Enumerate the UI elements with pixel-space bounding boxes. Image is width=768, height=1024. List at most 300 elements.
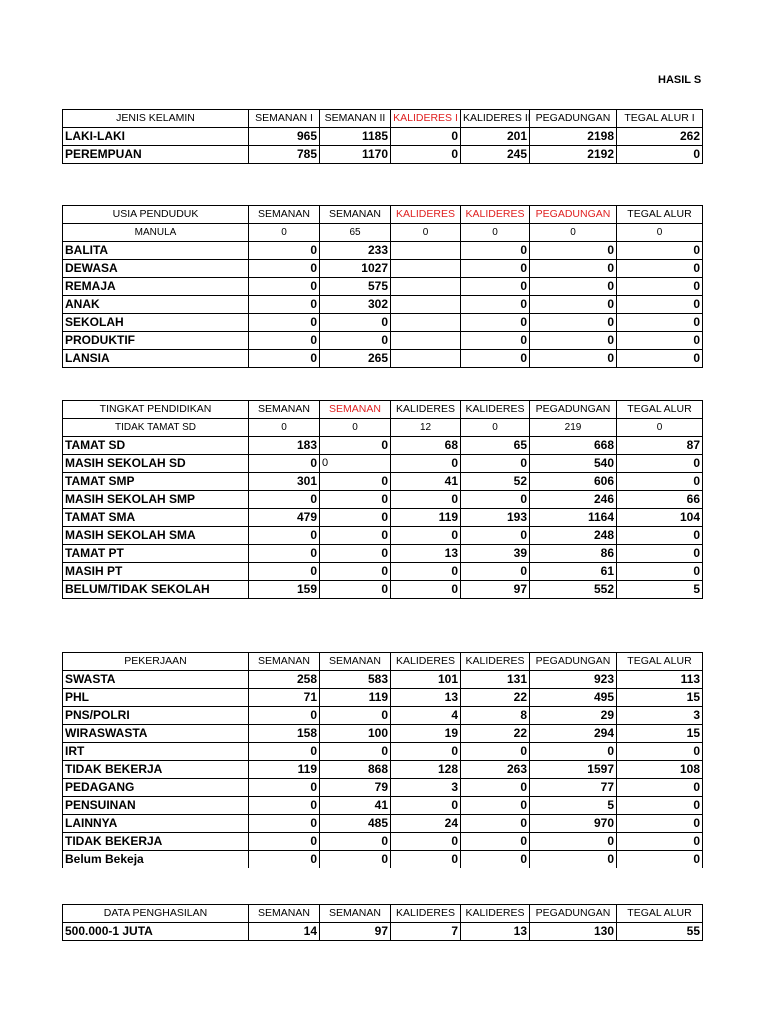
table-cell (391, 350, 461, 368)
table-cell: 552 (530, 581, 617, 599)
row-label: PENSUINAN (63, 797, 249, 815)
table-cell: 0 (320, 545, 391, 563)
table-cell: 0 (461, 743, 530, 761)
table-cell: 0 (617, 815, 703, 833)
table-cell: 0 (391, 455, 461, 473)
header-row (63, 905, 703, 923)
column-header: SEMANAN (249, 401, 320, 419)
table-cell: 0 (320, 314, 391, 332)
table-cell: 583 (320, 671, 391, 689)
table-cell: 0 (391, 563, 461, 581)
sheet-title: HASIL S (658, 74, 702, 86)
table-cell: 0 (530, 743, 617, 761)
table-row (63, 260, 703, 278)
column-header: SEMANAN I (249, 110, 320, 128)
table-cell: 39 (461, 545, 530, 563)
table-row (63, 296, 703, 314)
table-cell: 0 (249, 419, 320, 437)
income-table-wrap (62, 904, 700, 941)
table-cell: 61 (530, 563, 617, 581)
table-cell: 0 (461, 224, 530, 242)
row-label: TAMAT SMP (63, 473, 249, 491)
table-cell: 87 (617, 437, 703, 455)
table-cell: 79 (320, 779, 391, 797)
column-header: USIA PENDUDUK (63, 206, 249, 224)
table-cell: 66 (617, 491, 703, 509)
header-row (63, 401, 703, 419)
table-cell: 13 (391, 689, 461, 707)
table-cell: 71 (249, 689, 320, 707)
row-label: TIDAK TAMAT SD (63, 419, 249, 437)
table-cell: 2192 (530, 146, 617, 164)
table-cell: 263 (461, 761, 530, 779)
table-cell: 0 (320, 743, 391, 761)
table-cell: 0 (461, 260, 530, 278)
table-row (63, 278, 703, 296)
column-header: TEGAL ALUR (617, 905, 703, 923)
table-cell: 495 (530, 689, 617, 707)
table-row (63, 437, 703, 455)
table-cell: 0 (249, 296, 320, 314)
table-cell (391, 242, 461, 260)
table-cell: 0 (391, 851, 461, 869)
table-cell: 41 (391, 473, 461, 491)
table-cell: 0 (249, 743, 320, 761)
table-cell: 0 (461, 350, 530, 368)
row-label: PEDAGANG (63, 779, 249, 797)
table-cell: 0 (617, 419, 703, 437)
table-cell: 0 (617, 350, 703, 368)
table-cell: 265 (320, 350, 391, 368)
table-cell: 246 (530, 491, 617, 509)
gender-table-wrap (62, 109, 700, 164)
table-cell: 785 (249, 146, 320, 164)
table-cell: 0 (320, 527, 391, 545)
age-table-wrap (62, 205, 700, 368)
column-header: TEGAL ALUR (617, 653, 703, 671)
row-label: TAMAT PT (63, 545, 249, 563)
table-cell: 86 (530, 545, 617, 563)
row-label: WIRASWASTA (63, 725, 249, 743)
table-cell: 262 (617, 128, 703, 146)
table-cell: 0 (617, 260, 703, 278)
table-cell: 0 (461, 455, 530, 473)
occupation-table (62, 652, 703, 868)
table-cell: 0 (530, 224, 617, 242)
column-header: KALIDERES (391, 206, 461, 224)
row-label: TAMAT SMA (63, 509, 249, 527)
table-row (63, 689, 703, 707)
table-cell: 65 (320, 224, 391, 242)
column-header: PEKERJAAN (63, 653, 249, 671)
table-cell: 119 (249, 761, 320, 779)
column-header: KALIDERES II (461, 110, 530, 128)
table-cell: 0 (249, 563, 320, 581)
row-label: 500.000-1 JUTA (63, 923, 249, 941)
table-cell: 0 (391, 743, 461, 761)
age-table (62, 205, 703, 368)
table-cell: 19 (391, 725, 461, 743)
table-cell: 0 (461, 332, 530, 350)
table-cell: 0 (617, 545, 703, 563)
table-cell: 0 (320, 437, 391, 455)
row-label: REMAJA (63, 278, 249, 296)
table-cell: 0 (461, 797, 530, 815)
row-label: IRT (63, 743, 249, 761)
table-row (63, 128, 703, 146)
column-header: PEGADUNGAN (530, 206, 617, 224)
row-label: MASIH SEKOLAH SMP (63, 491, 249, 509)
table-cell: 0 (249, 851, 320, 869)
table-cell: 245 (461, 146, 530, 164)
table-cell: 131 (461, 671, 530, 689)
table-row (63, 725, 703, 743)
table-cell: 0 (617, 527, 703, 545)
table-cell: 0 (461, 296, 530, 314)
table-cell: 0 (617, 797, 703, 815)
column-header: SEMANAN (249, 653, 320, 671)
table-cell: 0 (617, 314, 703, 332)
table-cell: 52 (461, 473, 530, 491)
column-header: PEGADUNGAN (530, 905, 617, 923)
sub-header-row (63, 224, 703, 242)
row-label: MASIH SEKOLAH SMA (63, 527, 249, 545)
row-label: SWASTA (63, 671, 249, 689)
header-row (63, 206, 703, 224)
table-cell: 97 (320, 923, 391, 941)
row-label: MASIH SEKOLAH SD (63, 455, 249, 473)
table-cell: 13 (391, 545, 461, 563)
table-cell: 301 (249, 473, 320, 491)
table-cell: 0 (391, 128, 461, 146)
table-cell: 0 (391, 797, 461, 815)
table-cell: 201 (461, 128, 530, 146)
table-row (63, 509, 703, 527)
table-cell (391, 260, 461, 278)
table-cell: 1027 (320, 260, 391, 278)
table-row (63, 581, 703, 599)
column-header: KALIDERES (391, 401, 461, 419)
table-cell: 0 (249, 797, 320, 815)
table-cell: 4 (391, 707, 461, 725)
column-header: KALIDERES I (391, 110, 461, 128)
table-row (63, 707, 703, 725)
table-row (63, 779, 703, 797)
table-cell: 41 (320, 797, 391, 815)
table-cell: 0 (617, 833, 703, 851)
table-row (63, 833, 703, 851)
table-cell: 0 (617, 278, 703, 296)
table-cell: 0 (249, 491, 320, 509)
table-cell: 0 (320, 563, 391, 581)
row-label: TIDAK BEKERJA (63, 761, 249, 779)
table-cell: 15 (617, 689, 703, 707)
table-cell: 0 (249, 455, 320, 473)
table-cell: 2198 (530, 128, 617, 146)
table-cell: 68 (391, 437, 461, 455)
table-cell: 0 (530, 332, 617, 350)
table-cell: 12 (391, 419, 461, 437)
table-cell: 0 (249, 545, 320, 563)
table-cell: 0 (461, 419, 530, 437)
table-cell: 0 (391, 581, 461, 599)
table-cell: 113 (617, 671, 703, 689)
row-label: Belum Bekeja (63, 851, 249, 869)
table-cell (391, 278, 461, 296)
table-row (63, 146, 703, 164)
column-header: DATA PENGHASILAN (63, 905, 249, 923)
table-cell: 0 (320, 473, 391, 491)
table-cell: 0 (391, 527, 461, 545)
row-label: LANSIA (63, 350, 249, 368)
table-cell: 219 (530, 419, 617, 437)
table-cell: 13 (461, 923, 530, 941)
table-cell: 0 (617, 455, 703, 473)
table-cell: 0 (249, 815, 320, 833)
column-header: SEMANAN II (320, 110, 391, 128)
table-cell: 0 (530, 851, 617, 869)
table-cell: 606 (530, 473, 617, 491)
table-cell: 159 (249, 581, 320, 599)
table-cell: 0 (249, 350, 320, 368)
column-header: KALIDERES (391, 653, 461, 671)
row-label: PEREMPUAN (63, 146, 249, 164)
table-cell: 0 (320, 707, 391, 725)
table-cell: 119 (391, 509, 461, 527)
table-cell: 0 (530, 278, 617, 296)
table-cell: 0 (530, 833, 617, 851)
table-cell: 1597 (530, 761, 617, 779)
table-row (63, 545, 703, 563)
table-cell: 0 (617, 146, 703, 164)
table-cell: 0 (249, 833, 320, 851)
table-cell: 0 (249, 242, 320, 260)
table-cell: 0 (617, 779, 703, 797)
table-cell: 0 (391, 146, 461, 164)
column-header: PEGADUNGAN (530, 401, 617, 419)
education-table (62, 400, 703, 599)
table-cell: 22 (461, 725, 530, 743)
table-cell: 0 (617, 224, 703, 242)
column-header: JENIS KELAMIN (63, 110, 249, 128)
table-cell: 100 (320, 725, 391, 743)
table-cell: 0 (249, 314, 320, 332)
table-cell: 0 (320, 455, 391, 473)
table-row (63, 314, 703, 332)
table-cell: 0 (320, 491, 391, 509)
column-header: KALIDERES (461, 653, 530, 671)
row-label: LAINNYA (63, 815, 249, 833)
table-row (63, 815, 703, 833)
table-cell: 0 (249, 707, 320, 725)
table-cell: 29 (530, 707, 617, 725)
table-cell: 8 (461, 707, 530, 725)
table-cell: 22 (461, 689, 530, 707)
table-cell: 128 (391, 761, 461, 779)
table-cell: 0 (461, 278, 530, 296)
table-cell: 1170 (320, 146, 391, 164)
table-row (63, 761, 703, 779)
column-header: KALIDERES (461, 905, 530, 923)
table-cell: 77 (530, 779, 617, 797)
table-cell: 0 (461, 242, 530, 260)
table-cell: 258 (249, 671, 320, 689)
table-cell: 0 (617, 296, 703, 314)
table-cell (391, 314, 461, 332)
column-header: SEMANAN (320, 905, 391, 923)
table-cell: 0 (617, 332, 703, 350)
education-table-wrap (62, 400, 700, 599)
table-row (63, 563, 703, 581)
column-header: KALIDERES (461, 401, 530, 419)
table-cell: 0 (530, 242, 617, 260)
table-cell: 868 (320, 761, 391, 779)
table-cell: 193 (461, 509, 530, 527)
table-cell: 1185 (320, 128, 391, 146)
table-cell: 575 (320, 278, 391, 296)
table-cell: 5 (617, 581, 703, 599)
column-header: SEMANAN (249, 206, 320, 224)
table-cell: 108 (617, 761, 703, 779)
table-cell: 1164 (530, 509, 617, 527)
table-cell: 970 (530, 815, 617, 833)
table-cell: 65 (461, 437, 530, 455)
table-cell: 540 (530, 455, 617, 473)
table-cell: 130 (530, 923, 617, 941)
table-cell: 233 (320, 242, 391, 260)
table-cell: 7 (391, 923, 461, 941)
column-header: SEMANAN (320, 401, 391, 419)
column-header: SEMANAN (320, 653, 391, 671)
table-cell: 0 (320, 419, 391, 437)
table-row (63, 527, 703, 545)
table-row (63, 797, 703, 815)
table-cell: 0 (249, 260, 320, 278)
table-row (63, 491, 703, 509)
table-cell: 24 (391, 815, 461, 833)
table-cell: 0 (249, 278, 320, 296)
table-cell: 0 (461, 527, 530, 545)
column-header: PEGADUNGAN (530, 110, 617, 128)
table-cell: 0 (391, 833, 461, 851)
table-cell: 0 (530, 296, 617, 314)
table-cell: 119 (320, 689, 391, 707)
row-label: PHL (63, 689, 249, 707)
table-cell: 0 (530, 260, 617, 278)
table-cell: 0 (461, 779, 530, 797)
table-cell: 965 (249, 128, 320, 146)
table-cell (391, 332, 461, 350)
table-cell: 0 (461, 563, 530, 581)
row-label: BELUM/TIDAK SEKOLAH (63, 581, 249, 599)
column-header: SEMANAN (249, 905, 320, 923)
column-header: KALIDERES (461, 206, 530, 224)
table-cell: 0 (320, 833, 391, 851)
table-row (63, 332, 703, 350)
row-label: TAMAT SD (63, 437, 249, 455)
table-cell: 0 (249, 332, 320, 350)
row-label: SEKOLAH (63, 314, 249, 332)
table-row (63, 671, 703, 689)
table-cell: 0 (617, 743, 703, 761)
row-label: PNS/POLRI (63, 707, 249, 725)
table-cell: 0 (391, 224, 461, 242)
row-label: PRODUKTIF (63, 332, 249, 350)
table-cell: 0 (461, 815, 530, 833)
table-row (63, 242, 703, 260)
column-header: KALIDERES (391, 905, 461, 923)
table-cell: 0 (617, 242, 703, 260)
table-cell: 0 (530, 350, 617, 368)
table-cell: 294 (530, 725, 617, 743)
table-cell: 14 (249, 923, 320, 941)
table-cell: 485 (320, 815, 391, 833)
table-cell: 0 (461, 851, 530, 869)
sub-header-row (63, 419, 703, 437)
column-header: TEGAL ALUR (617, 401, 703, 419)
table-cell: 0 (617, 563, 703, 581)
table-cell: 55 (617, 923, 703, 941)
table-cell: 0 (320, 332, 391, 350)
table-cell: 158 (249, 725, 320, 743)
table-cell: 668 (530, 437, 617, 455)
table-row (63, 743, 703, 761)
table-cell: 0 (530, 314, 617, 332)
income-table (62, 904, 703, 941)
table-row (63, 473, 703, 491)
table-cell: 3 (617, 707, 703, 725)
row-label: MANULA (63, 224, 249, 242)
row-label: LAKI-LAKI (63, 128, 249, 146)
table-cell: 0 (617, 851, 703, 869)
table-cell: 183 (249, 437, 320, 455)
row-label: TIDAK BEKERJA (63, 833, 249, 851)
column-header: TEGAL ALUR I (617, 110, 703, 128)
column-header: TEGAL ALUR (617, 206, 703, 224)
table-cell: 0 (461, 314, 530, 332)
table-cell: 0 (320, 581, 391, 599)
table-cell: 0 (249, 527, 320, 545)
header-row (63, 110, 703, 128)
table-cell: 3 (391, 779, 461, 797)
table-cell: 0 (320, 851, 391, 869)
table-cell: 15 (617, 725, 703, 743)
table-cell: 97 (461, 581, 530, 599)
column-header: PEGADUNGAN (530, 653, 617, 671)
table-cell: 923 (530, 671, 617, 689)
table-cell: 0 (461, 491, 530, 509)
table-row (63, 350, 703, 368)
row-label: BALITA (63, 242, 249, 260)
row-label: MASIH PT (63, 563, 249, 581)
table-cell: 302 (320, 296, 391, 314)
row-label: DEWASA (63, 260, 249, 278)
table-cell: 104 (617, 509, 703, 527)
row-label: ANAK (63, 296, 249, 314)
table-row (63, 851, 703, 869)
table-cell: 0 (320, 509, 391, 527)
table-cell: 5 (530, 797, 617, 815)
occupation-table-wrap (62, 652, 700, 868)
table-cell: 0 (461, 833, 530, 851)
table-cell: 0 (249, 224, 320, 242)
table-cell: 248 (530, 527, 617, 545)
table-row (63, 923, 703, 941)
column-header: TINGKAT PENDIDIKAN (63, 401, 249, 419)
header-row (63, 653, 703, 671)
table-cell: 479 (249, 509, 320, 527)
table-cell: 0 (249, 779, 320, 797)
